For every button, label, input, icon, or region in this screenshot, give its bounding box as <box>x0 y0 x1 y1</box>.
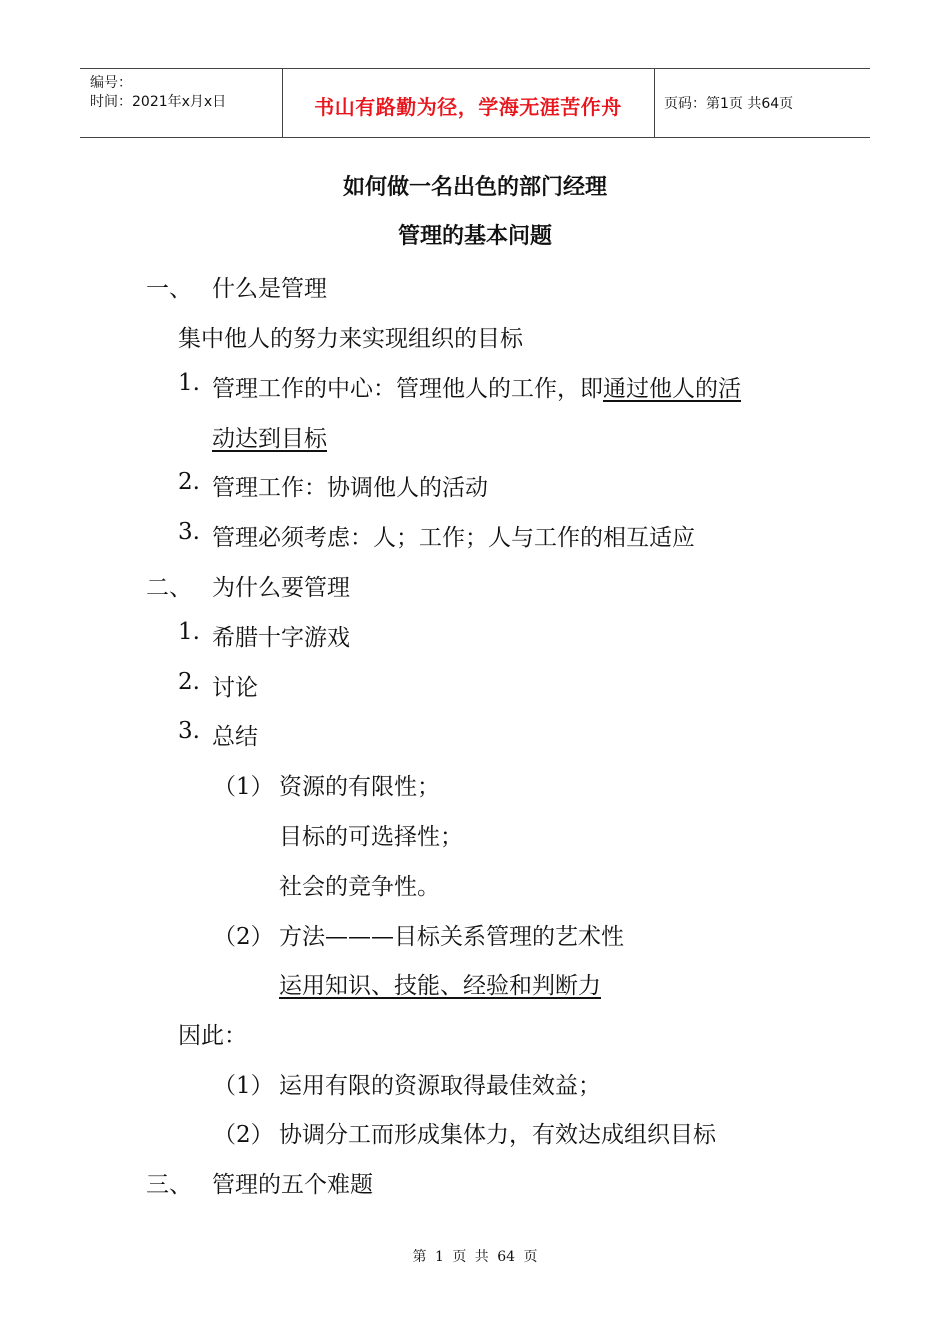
footer-part-3: 页 <box>452 1249 467 1265</box>
s1-item-1-text <box>212 370 741 403</box>
summary-point-2-text: 方法———目标关系管理的艺术性 <box>279 924 624 950</box>
summary-point-2-number: （2） <box>213 924 274 950</box>
summary-point-1-line-1: 资源的有限性； <box>279 774 440 800</box>
s2-item-1-text: 希腊十字游戏 <box>212 625 350 651</box>
therefore-item-1-text: 运用有限的资源取得最佳效益； <box>279 1073 601 1099</box>
s1-item-1-underlined-cont: 动达到目标 <box>212 426 327 452</box>
s2-item-2-number: 2. <box>178 669 200 695</box>
s1-item-1-plain: 管理工作的中心：管理他人的工作，即 <box>212 376 603 402</box>
section-1-intro: 集中他人的努力来实现组织的目标 <box>178 326 523 352</box>
therefore-item-1-number: （1） <box>213 1073 274 1099</box>
footer-part-4: 共 <box>474 1249 489 1265</box>
s2-item-1-number: 1. <box>178 619 200 645</box>
therefore-item-2-text: 协调分工而形成集体力，有效达成组织目标 <box>279 1122 716 1148</box>
summary-point-1-line-3: 社会的竞争性。 <box>279 874 440 900</box>
main-title: 如何做一名出色的部门经理 <box>342 175 607 200</box>
section-1-number: 一、 <box>146 276 192 302</box>
s1-item-2-text: 管理工作：协调他人的活动 <box>212 475 488 501</box>
therefore-item-2-number: （2） <box>213 1122 274 1148</box>
header-left-cell <box>80 69 283 137</box>
s1-item-2-number: 2. <box>178 469 200 495</box>
header-right-cell <box>654 69 870 137</box>
summary-point-2-underlined: 运用知识、技能、经验和判断力 <box>279 973 601 999</box>
summary-point-1-number: （1） <box>213 774 274 800</box>
sub-title: 管理的基本问题 <box>397 224 552 249</box>
s1-item-1-number: 1. <box>178 370 200 396</box>
summary-point-1-line-2: 目标的可选择性； <box>279 824 463 850</box>
s1-item-3-text: 管理必须考虑：人；工作；人与工作的相互适应 <box>212 525 695 551</box>
s1-item-1-underlined: 通过他人的活 <box>603 376 741 402</box>
date-label: 时间：2021年x月x日 <box>90 94 227 110</box>
section-3-number: 三、 <box>146 1172 192 1198</box>
section-1-title: 什么是管理 <box>212 276 327 302</box>
header-middle-cell <box>282 69 655 137</box>
header-page-info: 页码：第1页 共64页 <box>664 96 794 112</box>
s1-item-3-number: 3. <box>178 519 200 545</box>
footer-total-pages: 64 <box>497 1249 516 1265</box>
s2-item-2-text: 讨论 <box>212 675 258 701</box>
document-header <box>80 68 870 138</box>
footer-current-page: 1 <box>434 1249 444 1265</box>
footer-part-6: 页 <box>523 1249 538 1265</box>
header-slogan: 书山有路勤为径，学海无涯苦作舟 <box>314 95 622 119</box>
number-label: 编号： <box>90 75 132 91</box>
section-3-title: 管理的五个难题 <box>212 1172 373 1198</box>
footer-part-1: 第 <box>412 1249 427 1265</box>
section-2-number: 二、 <box>146 575 192 601</box>
therefore-label: 因此： <box>178 1023 247 1049</box>
section-2-title: 为什么要管理 <box>212 575 350 601</box>
page-footer <box>0 1246 950 1266</box>
s2-item-3-number: 3. <box>178 718 200 744</box>
s2-item-3-text: 总结 <box>212 724 258 750</box>
